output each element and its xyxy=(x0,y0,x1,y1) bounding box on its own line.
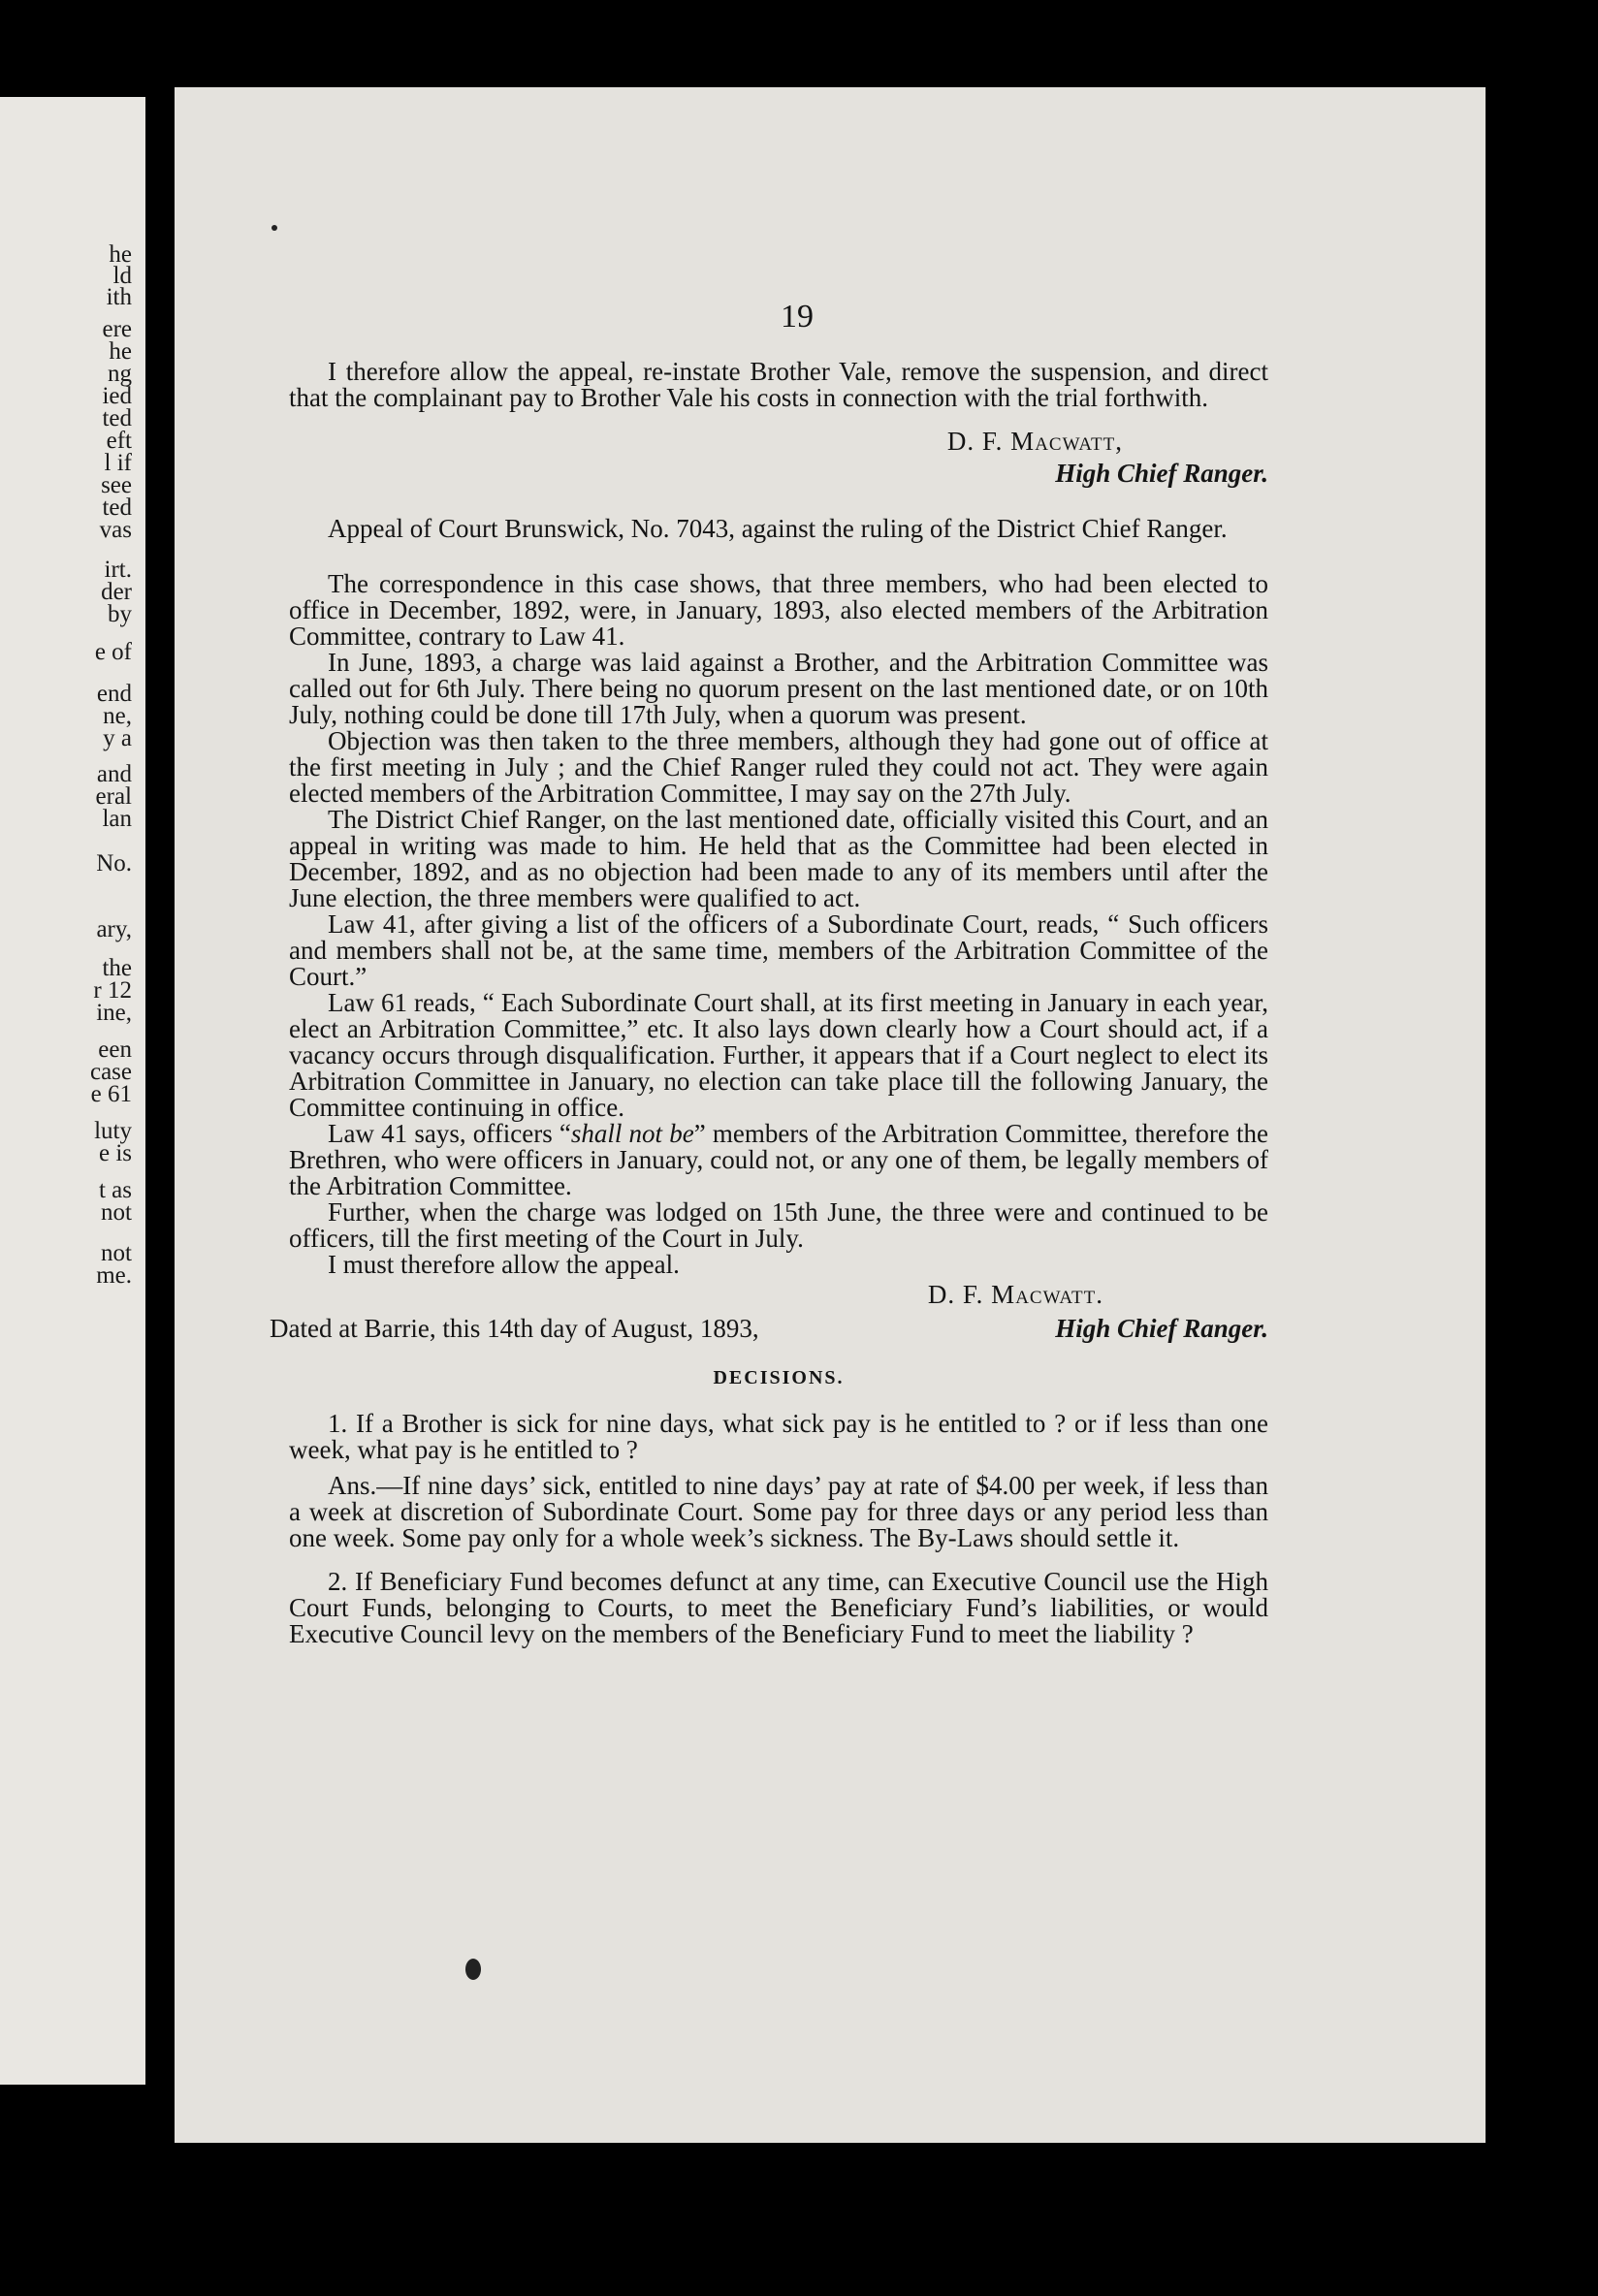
left-page-text-fragment: by xyxy=(108,601,132,627)
left-page-text-fragment: eft xyxy=(106,428,132,454)
left-page-text-fragment: No. xyxy=(96,850,132,877)
left-page-text-fragment: he xyxy=(109,338,132,365)
paragraph-law-41: Law 41, after giving a list of the officers of a Subordinate Court, reads, “ Such officers and members shall not be, at the same time, members of the Arbitration Committee of the Court.” xyxy=(289,909,1268,991)
paragraph-district-ruling: The District Chief Ranger, on the last mentioned date, officially visited this Court, and an appeal in writing was made to him. He held that as the Committee had been elected in December, 1892, and as no objection had been made to any of its members until after the June election, the three members were qualified to act. xyxy=(289,805,1268,912)
paragraph-law-61: Law 61 reads, “ Each Subordinate Court shall, at its first meeting in January in each year, elect an Arbitration Committee,” etc. It also lays down clearly how a Court should act, if a vacancy occurs through disqualification. Further, it appears that if a Court neglect to elect its Arbitration Committee in January, no election can take place till the following January, the Committee continuing in office. xyxy=(289,988,1268,1122)
left-page-text-fragment: irt. xyxy=(104,557,132,583)
ink-speck xyxy=(465,1959,481,1980)
ink-speck xyxy=(272,225,277,231)
left-page-text-fragment: ted xyxy=(102,494,132,521)
signature-title: High Chief Ranger. xyxy=(1055,459,1268,488)
left-page-text-fragment: ng xyxy=(108,361,132,387)
signature-name: D. F. Macwatt. xyxy=(927,1280,1103,1309)
left-page-text-fragment: e 61 xyxy=(90,1081,132,1107)
dated-text: Dated at Barrie, this 14th day of August, 1893, xyxy=(270,1314,759,1343)
left-page-text-fragment: ary, xyxy=(96,916,132,942)
paragraph-law-41-says xyxy=(289,1121,1268,1199)
left-page-text-fragment: y a xyxy=(103,725,132,751)
page-gutter xyxy=(145,0,175,2296)
left-page-text-fragment: he xyxy=(109,241,132,268)
decisions-heading: DECISIONS. xyxy=(713,1367,845,1388)
paragraph-objection: Objection was then taken to the three members, although they had gone out of office at the first meeting in July ; and the Chief Ranger ruled they could not act. They were again elected members of the Arbitration Committee, I may say on the 27th July. xyxy=(289,726,1268,808)
left-page-text-fragment: der xyxy=(101,579,132,605)
paragraph-allow-appeal: I must therefore allow the appeal. xyxy=(328,1250,680,1279)
left-page-text-fragment: ere xyxy=(102,316,132,342)
left-page-text-fragment: vas xyxy=(99,517,132,543)
signature-name: D. F. Macwatt, xyxy=(946,427,1123,456)
left-page-fragment xyxy=(0,97,145,2085)
left-page-text-fragment: and xyxy=(96,761,132,787)
text-span: ” members of the Arbitration Committee, therefore the Brethren, who were officers in January, could not, or any one of them, be legally members of the Arbitration Committee. xyxy=(289,1119,1269,1200)
page-number: 19 xyxy=(781,299,814,335)
paragraph-further: Further, when the charge was lodged on 15th June, the three were and continued to be officers, till the first meeting of the Court in July. xyxy=(289,1197,1268,1253)
left-page-text-fragment: case xyxy=(89,1059,132,1085)
paragraph-correspondence: The correspondence in this case shows, that three members, who had been elected to office in December, 1892, were, in January, 1893, also elected members of the Arbitration Committee, contrary to Law 41. xyxy=(289,569,1268,651)
left-page-text-fragment: ied xyxy=(102,383,132,409)
left-page-text-fragment: me. xyxy=(96,1262,132,1289)
left-page-text-fragment: lan xyxy=(102,806,132,832)
page-text xyxy=(270,357,1269,1648)
dated-line xyxy=(270,1314,1268,1343)
decision-question-2: 2. If Beneficiary Fund becomes defunct at any time, can Executive Council use the High Court Funds, belonging to Courts, to meet the Beneficiary Fund’s liabilities, or would Executive Council levy on the members of the Beneficiary Fund to meet the liability ? xyxy=(289,1567,1268,1648)
left-page-text-fragment: ted xyxy=(102,405,132,431)
left-page-text-fragment: not xyxy=(101,1199,132,1226)
paragraph-appeal-brunswick: Appeal of Court Brunswick, No. 7043, against the ruling of the District Chief Ranger. xyxy=(328,514,1228,543)
decision-answer-1: Ans.—If nine days’ sick, entitled to nine days’ pay at rate of $4.00 per week, if less than a week at discretion of Subordinate Court. Some pay for three days or any period less than one week. Some pay only for a whole week’s sickness. The By-Laws should settle it. xyxy=(289,1471,1268,1552)
text-span: Law 41 says, officers “ xyxy=(328,1119,571,1148)
left-page-text-fragment: eral xyxy=(95,783,132,810)
left-page-text-fragment: end xyxy=(96,681,132,707)
left-page-text-fragment: ne, xyxy=(103,703,132,729)
left-page-text-fragment: not xyxy=(101,1240,132,1266)
left-page-text-fragment: l if xyxy=(104,450,132,476)
left-page-text-fragment: ld xyxy=(112,263,132,289)
left-page-text-fragment: e of xyxy=(94,639,132,665)
paragraph-charge: In June, 1893, a charge was laid against a Brother, and the Arbitration Committee was called out for 6th July. There being no quorum present on the last mentioned date, or on 10th July, nothing could be done till 17th July, when a quorum was present. xyxy=(289,648,1268,729)
left-page-text-fragment: r 12 xyxy=(93,977,132,1004)
left-page-text-fragment: see xyxy=(101,472,132,498)
left-page-text-fragment: luty xyxy=(94,1118,132,1144)
emphasis-text: shall not be xyxy=(570,1119,694,1148)
left-page-text-fragment: een xyxy=(98,1036,132,1063)
left-page-text-fragment: e is xyxy=(98,1140,132,1166)
decision-question-1: 1. If a Brother is sick for nine days, what sick pay is he entitled to ? or if less than one week, what pay is he entitled to ? xyxy=(289,1409,1268,1464)
document-page xyxy=(175,87,1486,2143)
left-page-text-fragment: the xyxy=(102,955,132,981)
signature-title: High Chief Ranger. xyxy=(1055,1314,1268,1343)
left-page-text-fragment: ine, xyxy=(96,1000,132,1026)
paragraph-ruling-allow: I therefore allow the appeal, re-instate Brother Vale, remove the suspension, and direct that the complainant pay to Brother Vale his costs in connection with the trial forthwith. xyxy=(289,357,1268,412)
left-page-text-fragment: t as xyxy=(98,1177,132,1203)
left-page-text-fragment: ith xyxy=(106,284,132,310)
